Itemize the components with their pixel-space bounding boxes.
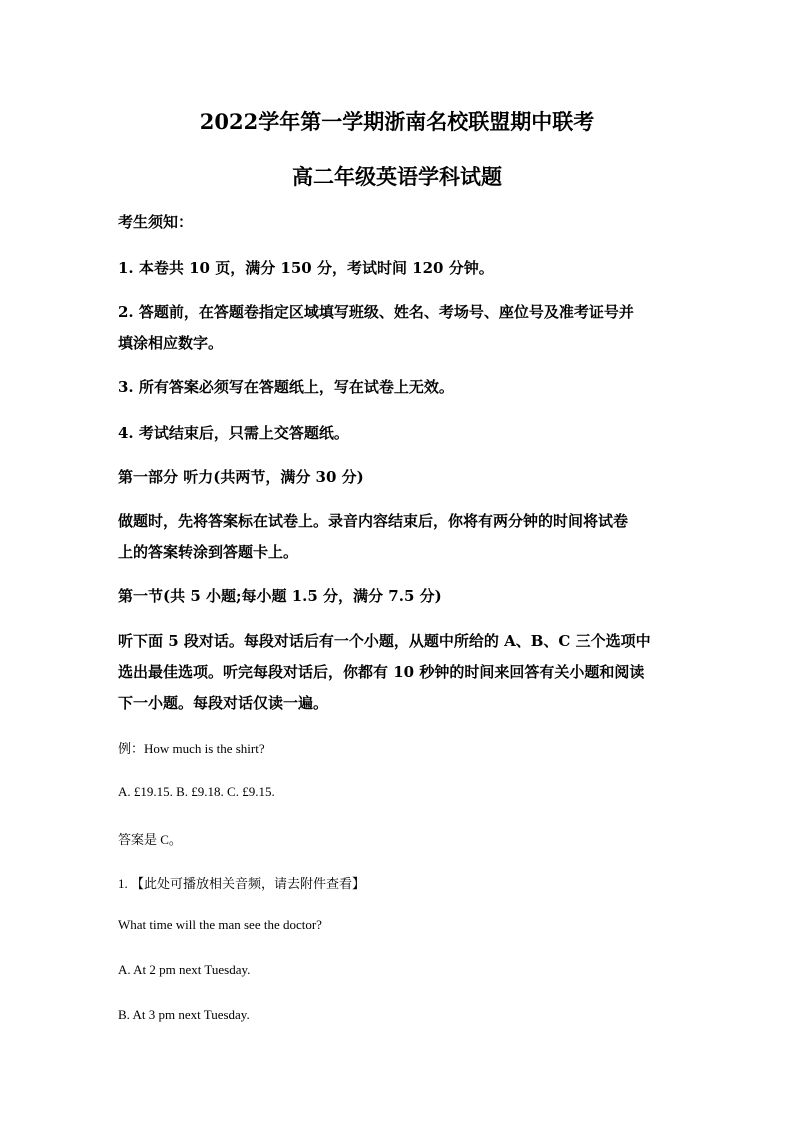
section1-heading: 第一节(共 5 小题;每小题 1.5 分，满分 7.5 分) bbox=[118, 587, 442, 605]
notice-item-1: 1. 本卷共 10 页，满分 150 分，考试时间 120 分钟。 bbox=[118, 259, 494, 277]
exam-title: 2022学年第一学期浙南名校联盟期中联考 bbox=[199, 109, 595, 134]
part1-intro-line-2: 上的答案转涂到答题卡上。 bbox=[118, 543, 299, 561]
part1-heading: 第一部分 听力(共两节，满分 30 分) bbox=[118, 468, 364, 486]
notice-item-4: 4. 考试结束后，只需上交答题纸。 bbox=[118, 424, 349, 442]
q1-audio-note[interactable]: 1. 【此处可播放相关音频，请去附件查看】 bbox=[118, 876, 366, 891]
notice-item-3: 3. 所有答案必须写在答题纸上，写在试卷上无效。 bbox=[118, 378, 454, 396]
notice-heading: 考生须知： bbox=[118, 213, 194, 231]
q1-option-a: A. At 2 pm next Tuesday. bbox=[118, 962, 251, 977]
notice-item-2: 2. 答题前，在答题卷指定区域填写班级、姓名、考场号、座位号及准考证号并 bbox=[118, 303, 634, 321]
q1-option-b: B. At 3 pm next Tuesday. bbox=[118, 1007, 250, 1022]
exam-subtitle: 高二年级英语学科试题 bbox=[292, 164, 502, 189]
section1-intro-line-3: 下一小题。每段对话仅读一遍。 bbox=[118, 694, 329, 712]
q1-question: What time will the man see the doctor? bbox=[118, 917, 322, 932]
section1-intro-line-2: 选出最佳选项。听完每段对话后，你都有 10 秒钟的时间来回答有关小题和阅读 bbox=[118, 663, 645, 681]
part1-intro-line-1: 做题时，先将答案标在试卷上。录音内容结束后，你将有两分钟的时间将试卷 bbox=[118, 512, 629, 530]
example-options: A. £19.15. B. £9.18. C. £9.15. bbox=[118, 784, 275, 799]
notice-item-2-cont: 填涂相应数字。 bbox=[118, 334, 224, 352]
example-answer: 答案是 C。 bbox=[118, 832, 182, 847]
example-question: 例：How much is the shirt? bbox=[118, 741, 265, 756]
section1-intro-line-1: 听下面 5 段对话。每段对话后有一个小题，从题中所给的 A、B、C 三个选项中 bbox=[118, 632, 651, 650]
